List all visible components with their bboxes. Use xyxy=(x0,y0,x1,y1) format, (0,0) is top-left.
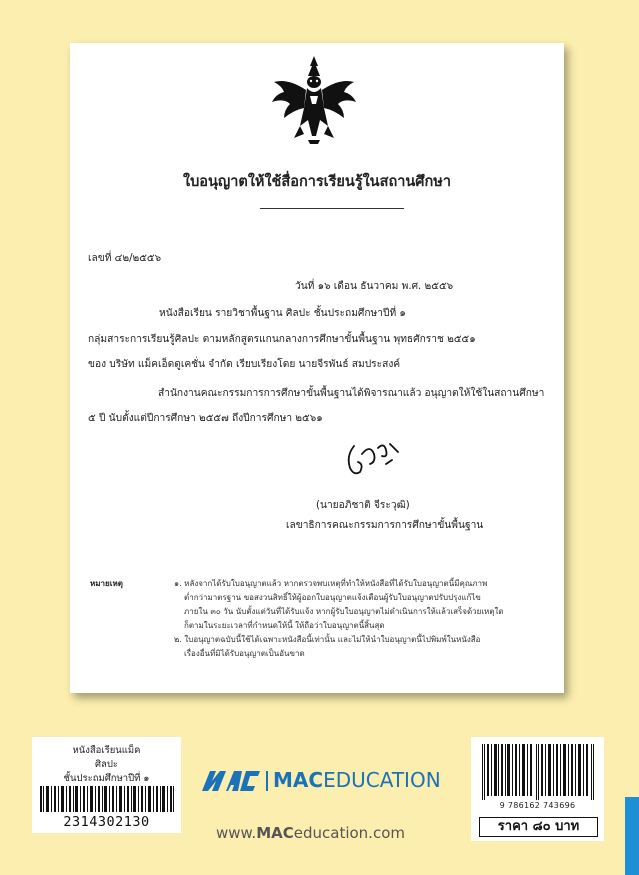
book-code-label xyxy=(32,737,181,833)
product-code: 2314302130 xyxy=(63,814,150,830)
note-line: เรื่องอื่นที่มิได้รับอนุญาตเป็นอันขาด xyxy=(184,649,305,658)
book-series-label: หนังสือเรียนแม็ค xyxy=(72,745,141,756)
book-grade-label: ชั้นประถมศึกษาปีที่ ๑ xyxy=(63,773,150,784)
mac-logo-icon xyxy=(202,771,262,791)
document-number: เลขที่ ๔๒/๒๕๕๖ xyxy=(88,253,162,264)
book-subject-label: ศิลปะ xyxy=(95,759,118,770)
garuda-emblem-icon xyxy=(266,52,362,148)
note-line: ๒. ใบอนุญาตฉบับนี้ใช้ได้เฉพาะหนังสือนี้เท่านั้น และไม่ให้นำใบอนุญาตนี้ไปพิมพ์ในหนังสือ xyxy=(174,635,481,644)
product-barcode xyxy=(40,786,174,812)
title-underline xyxy=(260,208,404,209)
document-title: ใบอนุญาตให้ใช้สื่อการเรียนรู้ในสถานศึกษา xyxy=(183,174,451,190)
note-line: ๑. หลังจากได้รับใบอนุญาตแล้ว หากตรวจพบเหตุที่ทำให้หนังสือที่ได้รับใบอนุญาตนี้มีคุณภาพ xyxy=(174,579,488,588)
isbn-digits: 9 786162 743696 xyxy=(499,801,576,810)
isbn-barcode xyxy=(482,744,594,800)
signatory-name: (นายอภิชาติ จีระวุฒิ) xyxy=(316,500,410,511)
note-line: ภายใน ๓๐ วัน นับตั้งแต่วันที่ได้รับแจ้ง หากผู้รับใบอนุญาตไม่ดำเนินการให้แล้วเสร็จด้วยเหตุใด xyxy=(184,607,504,616)
body-line: ๕ ปี นับตั้งแต่ปีการศึกษา ๒๕๕๗ ถึงปีการศึกษา ๒๕๖๑ xyxy=(88,413,323,424)
body-line: ของ บริษัท แม็คเอ็ดดูเคชั่น จำกัด เรียบเรียงโดย นายจีรพันธ์ สมประสงค์ xyxy=(88,359,401,370)
price-label: ราคา ๘๐ บาท xyxy=(479,817,598,837)
body-line: กลุ่มสาระการเรียนรู้ศิลปะ ตามหลักสูตรแกนกลางการศึกษาขั้นพื้นฐาน พุทธศักราช ๒๕๕๑ xyxy=(88,334,476,345)
signatory-title: เลขาธิการคณะกรรมการการศึกษาขั้นพื้นฐาน xyxy=(286,520,484,531)
notes-label: หมายเหตุ xyxy=(90,579,123,588)
note-line: ต่ำกว่ามาตรฐาน ขอสงวนสิทธิ์ให้ผู้ออกใบอนุญาตแจ้งเตือนผู้รับใบอนุญาตปรับปรุงแก้ไข xyxy=(184,593,481,602)
document-date: วันที่ ๑๖ เดือน ธันวาคม พ.ศ. ๒๕๕๖ xyxy=(295,281,454,292)
website-url[interactable]: www.MACeducation.com xyxy=(216,824,405,842)
isbn-price-label xyxy=(471,737,604,841)
body-line: สำนักงานคณะกรรมการการศึกษาขั้นพื้นฐานได้พิจารณาแล้ว อนุญาตให้ใช้ในสถานศึกษา xyxy=(158,388,545,399)
brand-name: MACEDUCATION xyxy=(273,768,441,792)
edge-tab xyxy=(625,797,639,875)
note-line: ก็ตามในระยะเวลาที่กำหนดให้นี้ ให้ถือว่าใบอนุญาตนี้สิ้นสุด xyxy=(184,621,385,630)
body-line: หนังสือเรียน รายวิชาพื้นฐาน ศิลปะ ชั้นประถมศึกษาปีที่ ๑ xyxy=(159,308,406,319)
brand-separator xyxy=(266,771,268,791)
signature-image xyxy=(340,434,410,480)
